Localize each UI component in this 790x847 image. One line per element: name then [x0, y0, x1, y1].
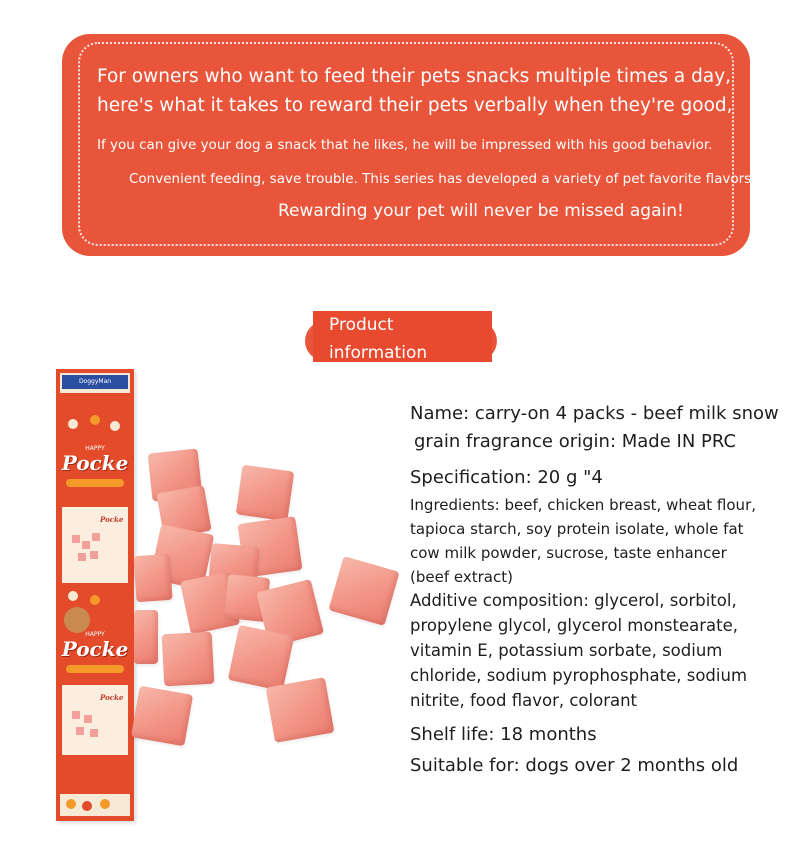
ingredients-line-1: Ingredients: beef, chicken breast, wheat flour, [410, 496, 757, 514]
beef-cube [162, 632, 215, 687]
additives-line-2: propylene glycol, glycerol monstearate, [410, 616, 738, 635]
suitable-for: Suitable for: dogs over 2 months old [410, 755, 739, 776]
product-name-line-1: Name: carry-on 4 packs - beef milk snow [410, 403, 779, 424]
packaging-bottom [60, 794, 130, 816]
packaging-happy-text: HAPPY [85, 445, 105, 452]
product-packaging-image [56, 369, 134, 821]
packaging-logo: Pocke [61, 451, 129, 475]
packaging-window-1 [62, 507, 128, 583]
packaging-small-logo-2: Pocke [100, 693, 124, 702]
ornament-icon [90, 415, 100, 425]
product-specification: Specification: 20 g "4 [410, 467, 603, 488]
packaging-small-logo: Pocke [100, 515, 124, 524]
dog-icon [64, 607, 90, 633]
beef-cube [228, 625, 294, 691]
shelf-life: Shelf life: 18 months [410, 724, 597, 745]
ingredients-line-3: cow milk powder, sucrose, taste enhancer [410, 544, 727, 562]
ingredients-line-4: (beef extract) [410, 568, 513, 586]
ornament-icon [68, 419, 78, 429]
banner-line-4: Convenient feeding, save trouble. This series has developed a variety of pet favorite flavors, [129, 171, 756, 187]
beef-cube [328, 556, 399, 626]
ornament-icon [110, 421, 120, 431]
additives-line-5: nitrite, food flavor, colorant [410, 691, 638, 710]
banner-line-5: Rewarding your pet will never be missed again! [278, 201, 684, 221]
packaging-brand-logo: DoggyMan [62, 375, 128, 389]
section-title-line-2: information [329, 343, 428, 363]
section-title-line-1: Product [329, 315, 394, 335]
ornament-icon [68, 591, 78, 601]
beef-cube [236, 465, 294, 522]
banner-line-2: here's what it takes to reward their pets verbally when they're good, [97, 95, 733, 116]
additives-line-1: Additive composition: glycerol, sorbitol, [410, 591, 737, 610]
section-title [329, 311, 479, 367]
beef-cube [131, 686, 193, 747]
product-name-line-2: grain fragrance origin: Made IN PRC [414, 431, 737, 452]
additives-line-4: chloride, sodium pyrophosphate, sodium [410, 666, 748, 685]
banner-line-1: For owners who want to feed their pets snacks multiple times a day, [97, 66, 732, 87]
banner-line-3: If you can give your dog a snack that he likes, he will be impressed with his good behavior. [97, 137, 713, 153]
packaging-happy-text-2: HAPPY [85, 631, 105, 638]
beef-cube [134, 610, 158, 664]
beef-cube [266, 677, 335, 743]
packaging-logo-2: Pocke [61, 637, 129, 661]
packaging-tagline-2 [66, 665, 124, 673]
beef-cube [133, 554, 172, 602]
additives-line-3: vitamin E, potassium sorbate, sodium [410, 641, 723, 660]
ingredients-line-2: tapioca starch, soy protein isolate, whole fat [410, 520, 744, 538]
packaging-tagline [66, 479, 124, 487]
ornament-icon [90, 595, 100, 605]
packaging-window-2 [62, 685, 128, 755]
